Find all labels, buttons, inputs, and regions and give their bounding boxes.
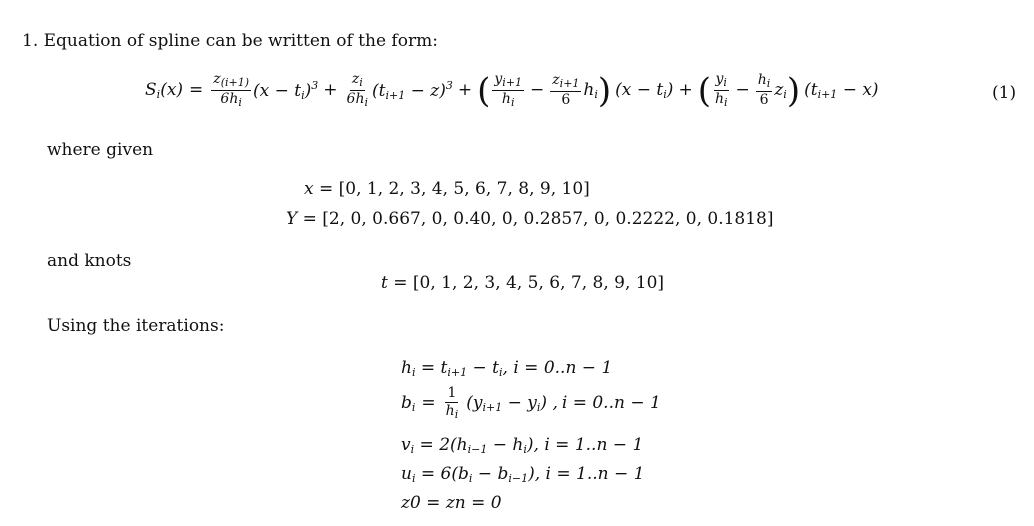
t-values: [0, 1, 2, 3, 4, 5, 6, 7, 8, 9, 10] [412, 273, 665, 293]
fraction-z-i: $\frac{z_i}{6h_i}$ [346, 71, 369, 110]
t-values-equation: t = [0, 1, 2, 3, 4, 5, 6, 7, 8, 9, 10] [381, 273, 665, 293]
h-equation: $h_i = t_{i+1} - t_i$, i = 0..n − 1 [401, 358, 613, 379]
spline-lhs: $S_i(x)$ [145, 79, 184, 101]
u-equation: $u_i = 6(b_i - b_{i-1})$, i = 1..n − 1 [401, 464, 645, 485]
y-values: [2, 0, 0.667, 0, 0.40, 0, 0.2857, 0, 0.2222, 0, 0.1818] [322, 209, 774, 229]
y-values-equation: Y = [2, 0, 0.667, 0, 0.40, 0, 0.2857, 0, 0.2222, 0, 0.1818] [286, 209, 774, 229]
z-boundary-equation: z0 = zn = 0 [401, 493, 502, 513]
and-knots-text: and knots [47, 251, 132, 271]
fraction-z-next: $\frac{z_{(i+1)}}{6h_i}$ [213, 71, 250, 110]
where-given-text: where given [47, 140, 154, 160]
x-values-equation: x = [0, 1, 2, 3, 4, 5, 6, 7, 8, 9, 10] [304, 179, 590, 199]
section-intro: Equation of spline can be written of the form: [43, 31, 438, 51]
using-iterations-text: Using the iterations: [47, 316, 225, 336]
b-equation: $b_i$ = $\frac{1}{h_i}$ $(y_{i+1} - y_i)$ , i = 0..n − 1 [401, 385, 661, 422]
section-number: 1. [22, 31, 39, 51]
equation-number: (1) [992, 83, 1017, 103]
x-values: [0, 1, 2, 3, 4, 5, 6, 7, 8, 9, 10] [338, 179, 590, 199]
v-equation: $v_i = 2(h_{i-1} - h_i)$, i = 1..n − 1 [401, 435, 644, 456]
spline-equation: $S_i(x)$ = $\frac{z_{(i+1)}}{6h_i}$ $(x - t_i)^3$ + $\frac{z_i}{6h_i}$ $(t_{i+1} - z)^3$ + ( $\frac{y_{i+1}}{h_i}$ − $\frac{z_{i+1}}{6}$ $h_i$ ) $(x - t_i)$ + ( $\frac{y_i}{h_i}$ − $\frac{h_i}{6}$ $z_i$ ) $(t_{i+1} - x)$ [145, 70, 879, 111]
section-heading [22, 31, 438, 51]
